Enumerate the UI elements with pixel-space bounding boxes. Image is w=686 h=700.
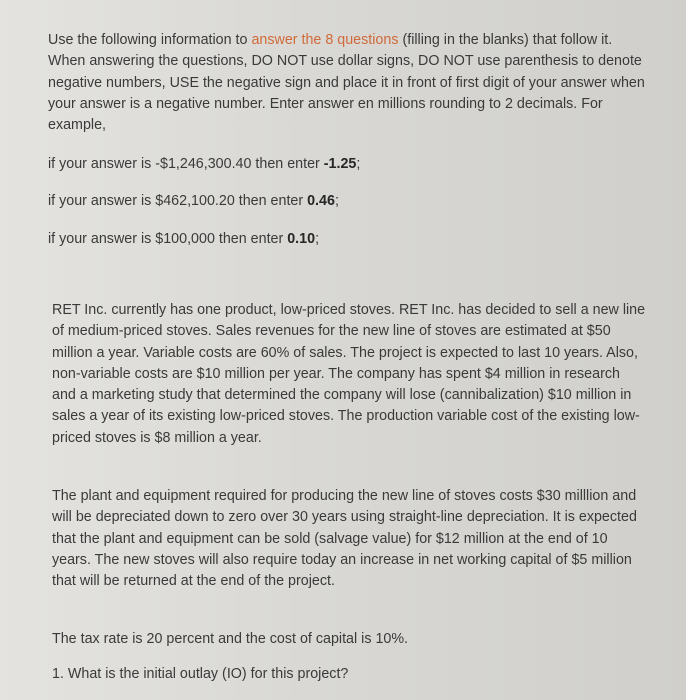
instructions-paragraph xyxy=(48,30,648,136)
example-3-value: 0.10 xyxy=(287,231,316,247)
example-2-text: if your answer is $462,100.20 then enter xyxy=(48,193,308,209)
example-3-text: if your answer is $100,000 then enter xyxy=(48,231,288,247)
example-line-1 xyxy=(48,154,360,175)
example-1-text: if your answer is -$1,246,300.40 then enter xyxy=(48,156,324,172)
example-2-value: 0.46 xyxy=(307,193,335,209)
instructions-text-start: Use the following information to xyxy=(48,32,252,48)
example-3-suffix: ; xyxy=(315,231,320,247)
example-2-suffix: ; xyxy=(334,193,339,209)
example-line-2 xyxy=(48,191,339,212)
plant-equipment-paragraph: The plant and equipment required for producing the new line of stoves costs $30 milllion and will be depreciated down to zero over 30 years using straight-line depreciation. It is expected that the plant and equipment can be sold (salvage value) for $12 million at the end of 10 years. The new stoves will also require today an increase in net working capital of $5 million that will be returned at the end of the project. xyxy=(52,488,637,590)
tax-rate-paragraph: The tax rate is 20 percent and the cost of capital is 10%. xyxy=(52,631,409,647)
example-1-suffix: ; xyxy=(356,156,361,172)
instructions-text-end: (filling in the blanks) that follow it. When answering the questions, DO NOT use dollar signs, DO NOT use parenthesis to denote negative numbers, USE the negative sign and place it in front of first digit of your answer when your answer is a negative number. Enter answer en millions rounding to 2 decimals. For example, xyxy=(48,32,645,134)
example-line-3 xyxy=(48,229,319,250)
project-description-paragraph: RET Inc. currently has one product, low-priced stoves. RET Inc. has decided to sell a new line of medium-priced stoves. Sales revenues for the new line of stoves are estimated at $50 million a year. Variable costs are 60% of sales. The project is expected to last 10 years. Also, non-variable costs are $10 million per year. The company has spent $4 million in research and a marketing study that determined the company will lose (cannibalization) $10 million in sales a year of its existing low-priced stoves. The production variable cost of the existing low-priced stoves is $8 million a year. xyxy=(52,302,646,446)
instructions-highlight: answer the 8 questions xyxy=(251,32,399,48)
question-1: 1. What is the initial outlay (IO) for this project? xyxy=(52,666,349,682)
example-1-value: -1.25 xyxy=(323,156,357,172)
